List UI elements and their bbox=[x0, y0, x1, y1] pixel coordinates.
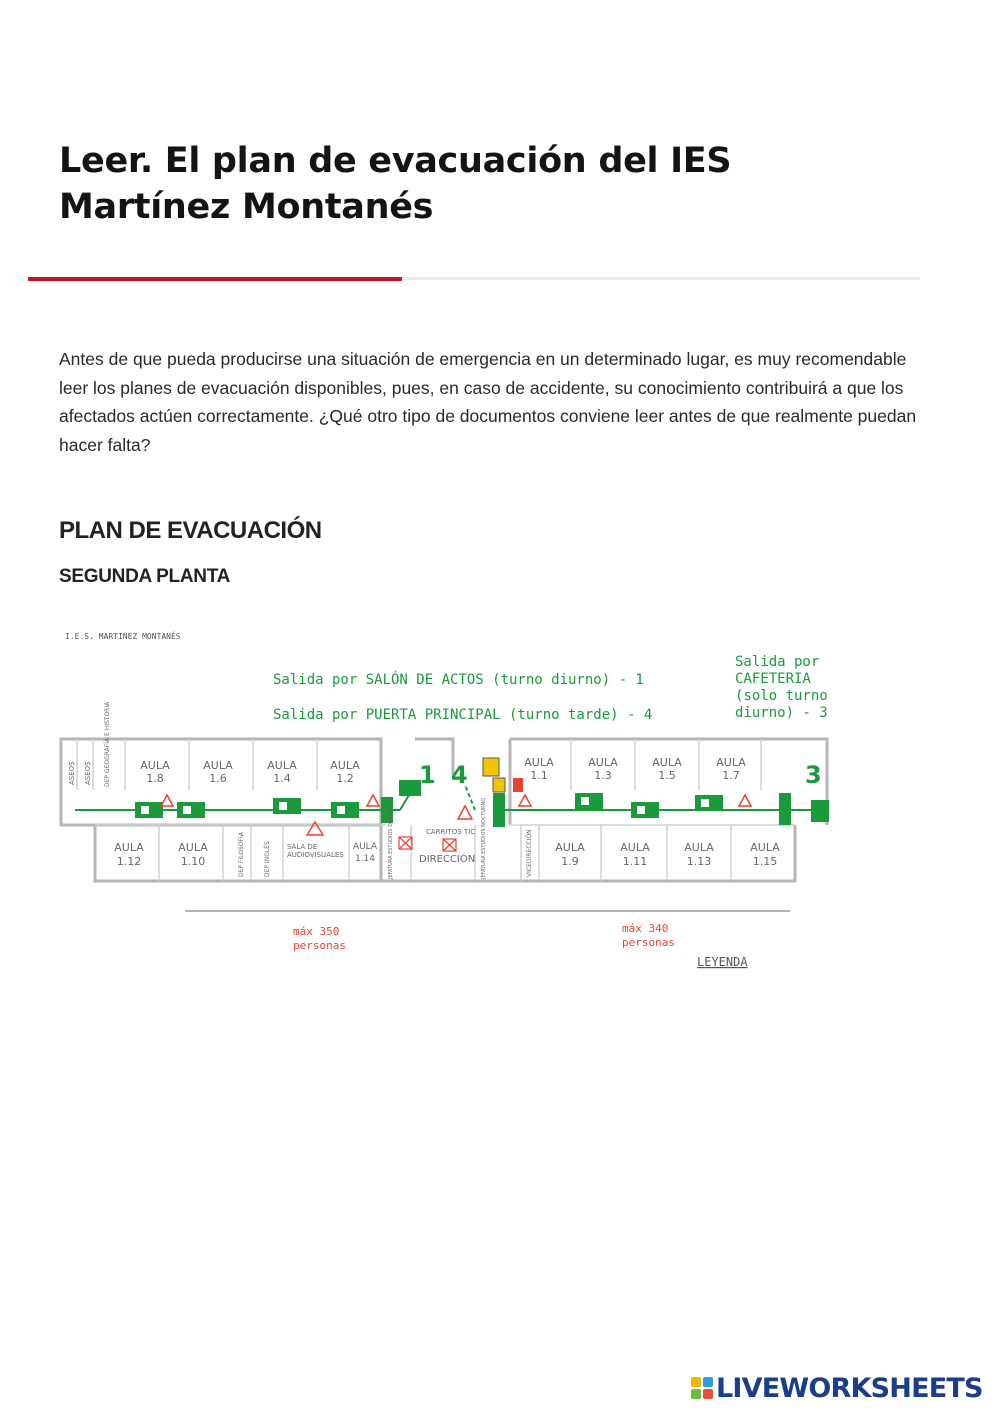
brand-logo[interactable] bbox=[690, 1372, 983, 1404]
brand-icon bbox=[690, 1376, 714, 1400]
evacuation-plan-image bbox=[55, 625, 845, 990]
exit-sign-runners bbox=[141, 797, 709, 814]
room-number: 1.1 bbox=[530, 769, 548, 782]
room-number: 1.14 bbox=[354, 854, 376, 864]
exit-cafe-line-4: diurno) - 3 bbox=[735, 705, 828, 721]
room-aula-word: AULA bbox=[524, 756, 554, 769]
vicedireccion-label: VICEDIRECCIÓN bbox=[526, 829, 533, 877]
capacity-labels bbox=[293, 922, 675, 952]
intro-paragraph: Antes de que pueda producirse una situación de emergencia en un determinado lugar, es muy recomendable leer los planes de evacuación disponibles, pues, en caso de accidente, su conocimiento contribuirá a que los afectados actúen correctamente. ¿Qué otro tipo de documentos conviene leer antes de que realmente puedan hacer falta? bbox=[59, 349, 917, 455]
section-heading: PLAN DE EVACUACIÓN bbox=[59, 517, 322, 544]
carritos-label: CARRITOS TIC bbox=[426, 828, 476, 836]
aseos-label: ASEOS bbox=[68, 761, 76, 785]
capacity-right-2: personas bbox=[622, 936, 675, 949]
jefatura-diurno-label: JEFATURA ESTUDIOS DIURNO bbox=[388, 806, 394, 879]
room-number: 1.15 bbox=[752, 855, 778, 868]
top-room-labels bbox=[140, 756, 746, 785]
capacity-right-1: máx 340 bbox=[622, 922, 669, 935]
capacity-left-2: personas bbox=[293, 939, 346, 952]
page-title bbox=[59, 138, 939, 230]
exit-puerta-label: Salida por PUERTA PRINCIPAL (turno tarde) - 4 bbox=[273, 707, 653, 723]
capacity-left-1: máx 350 bbox=[293, 925, 340, 938]
dep-ingles-label: DEP INGLÉS bbox=[264, 841, 271, 877]
title-line-2: Martínez Montanés bbox=[59, 187, 434, 227]
room-aula-word: AULA bbox=[750, 841, 780, 854]
room-number: 1.12 bbox=[116, 855, 142, 868]
room-aula-word: AULA bbox=[352, 842, 378, 852]
room-number: 1.2 bbox=[336, 772, 354, 785]
plan-school-name: I.E.S. MARTINEZ MONTANÉS bbox=[65, 632, 181, 641]
title-divider-accent bbox=[28, 277, 402, 281]
direccion-label: DIRECCIÓN bbox=[419, 854, 476, 865]
room-aula-word: AULA bbox=[114, 841, 144, 854]
sala-label-2: AUDIOVISUALES bbox=[287, 851, 344, 859]
exit-salon-label: Salida por SALÓN DE ACTOS (turno diurno) - 1 bbox=[273, 672, 644, 688]
legend-label: LEYENDA bbox=[697, 955, 748, 969]
sala-label-1: SALA DE bbox=[287, 843, 318, 851]
room-aula-word: AULA bbox=[140, 759, 170, 772]
exit-cafe-line-1: Salida por bbox=[735, 654, 820, 670]
room-number: 1.10 bbox=[180, 855, 206, 868]
aseos-label: ASEOS bbox=[84, 761, 92, 785]
room-number: 1.4 bbox=[273, 772, 291, 785]
room-aula-word: AULA bbox=[178, 841, 208, 854]
room-number: 1.11 bbox=[622, 855, 648, 868]
exit-number-3: 3 bbox=[805, 761, 822, 789]
title-line-1: Leer. El plan de evacuación del IES bbox=[59, 141, 732, 181]
exit-cafe-line-3: (solo turno bbox=[735, 688, 828, 704]
room-aula-word: AULA bbox=[684, 841, 714, 854]
room-number: 1.5 bbox=[658, 769, 676, 782]
room-number: 1.9 bbox=[561, 855, 579, 868]
jefatura-nocturno-label: JEFATURA ESTUDIOS NOCTURNO bbox=[481, 797, 487, 879]
room-aula-word: AULA bbox=[716, 756, 746, 769]
dep-filosofia-label: DEP FILOSOFÍA bbox=[238, 832, 245, 877]
room-aula-word: AULA bbox=[555, 841, 585, 854]
room-number: 1.7 bbox=[722, 769, 740, 782]
room-aula-word: AULA bbox=[588, 756, 618, 769]
room-number: 1.6 bbox=[209, 772, 227, 785]
dep-geografia-label: DEP GEOGRAFÍA E HISTORIA bbox=[104, 701, 111, 787]
room-aula-word: AULA bbox=[203, 759, 233, 772]
room-aula-word: AULA bbox=[620, 841, 650, 854]
room-aula-word: AULA bbox=[652, 756, 682, 769]
room-aula-word: AULA bbox=[330, 759, 360, 772]
exit-number-1: 1 bbox=[419, 761, 436, 789]
room-aula-word: AULA bbox=[267, 759, 297, 772]
room-number: 1.3 bbox=[594, 769, 612, 782]
exit-cafe-line-2: CAFETERIA bbox=[735, 671, 811, 687]
room-number: 1.8 bbox=[146, 772, 164, 785]
exit-number-4: 4 bbox=[451, 761, 468, 789]
brand-name: LIVEWORKSHEETS bbox=[716, 1372, 983, 1404]
room-number: 1.13 bbox=[686, 855, 712, 868]
section-subheading: SEGUNDA PLANTA bbox=[59, 566, 231, 587]
